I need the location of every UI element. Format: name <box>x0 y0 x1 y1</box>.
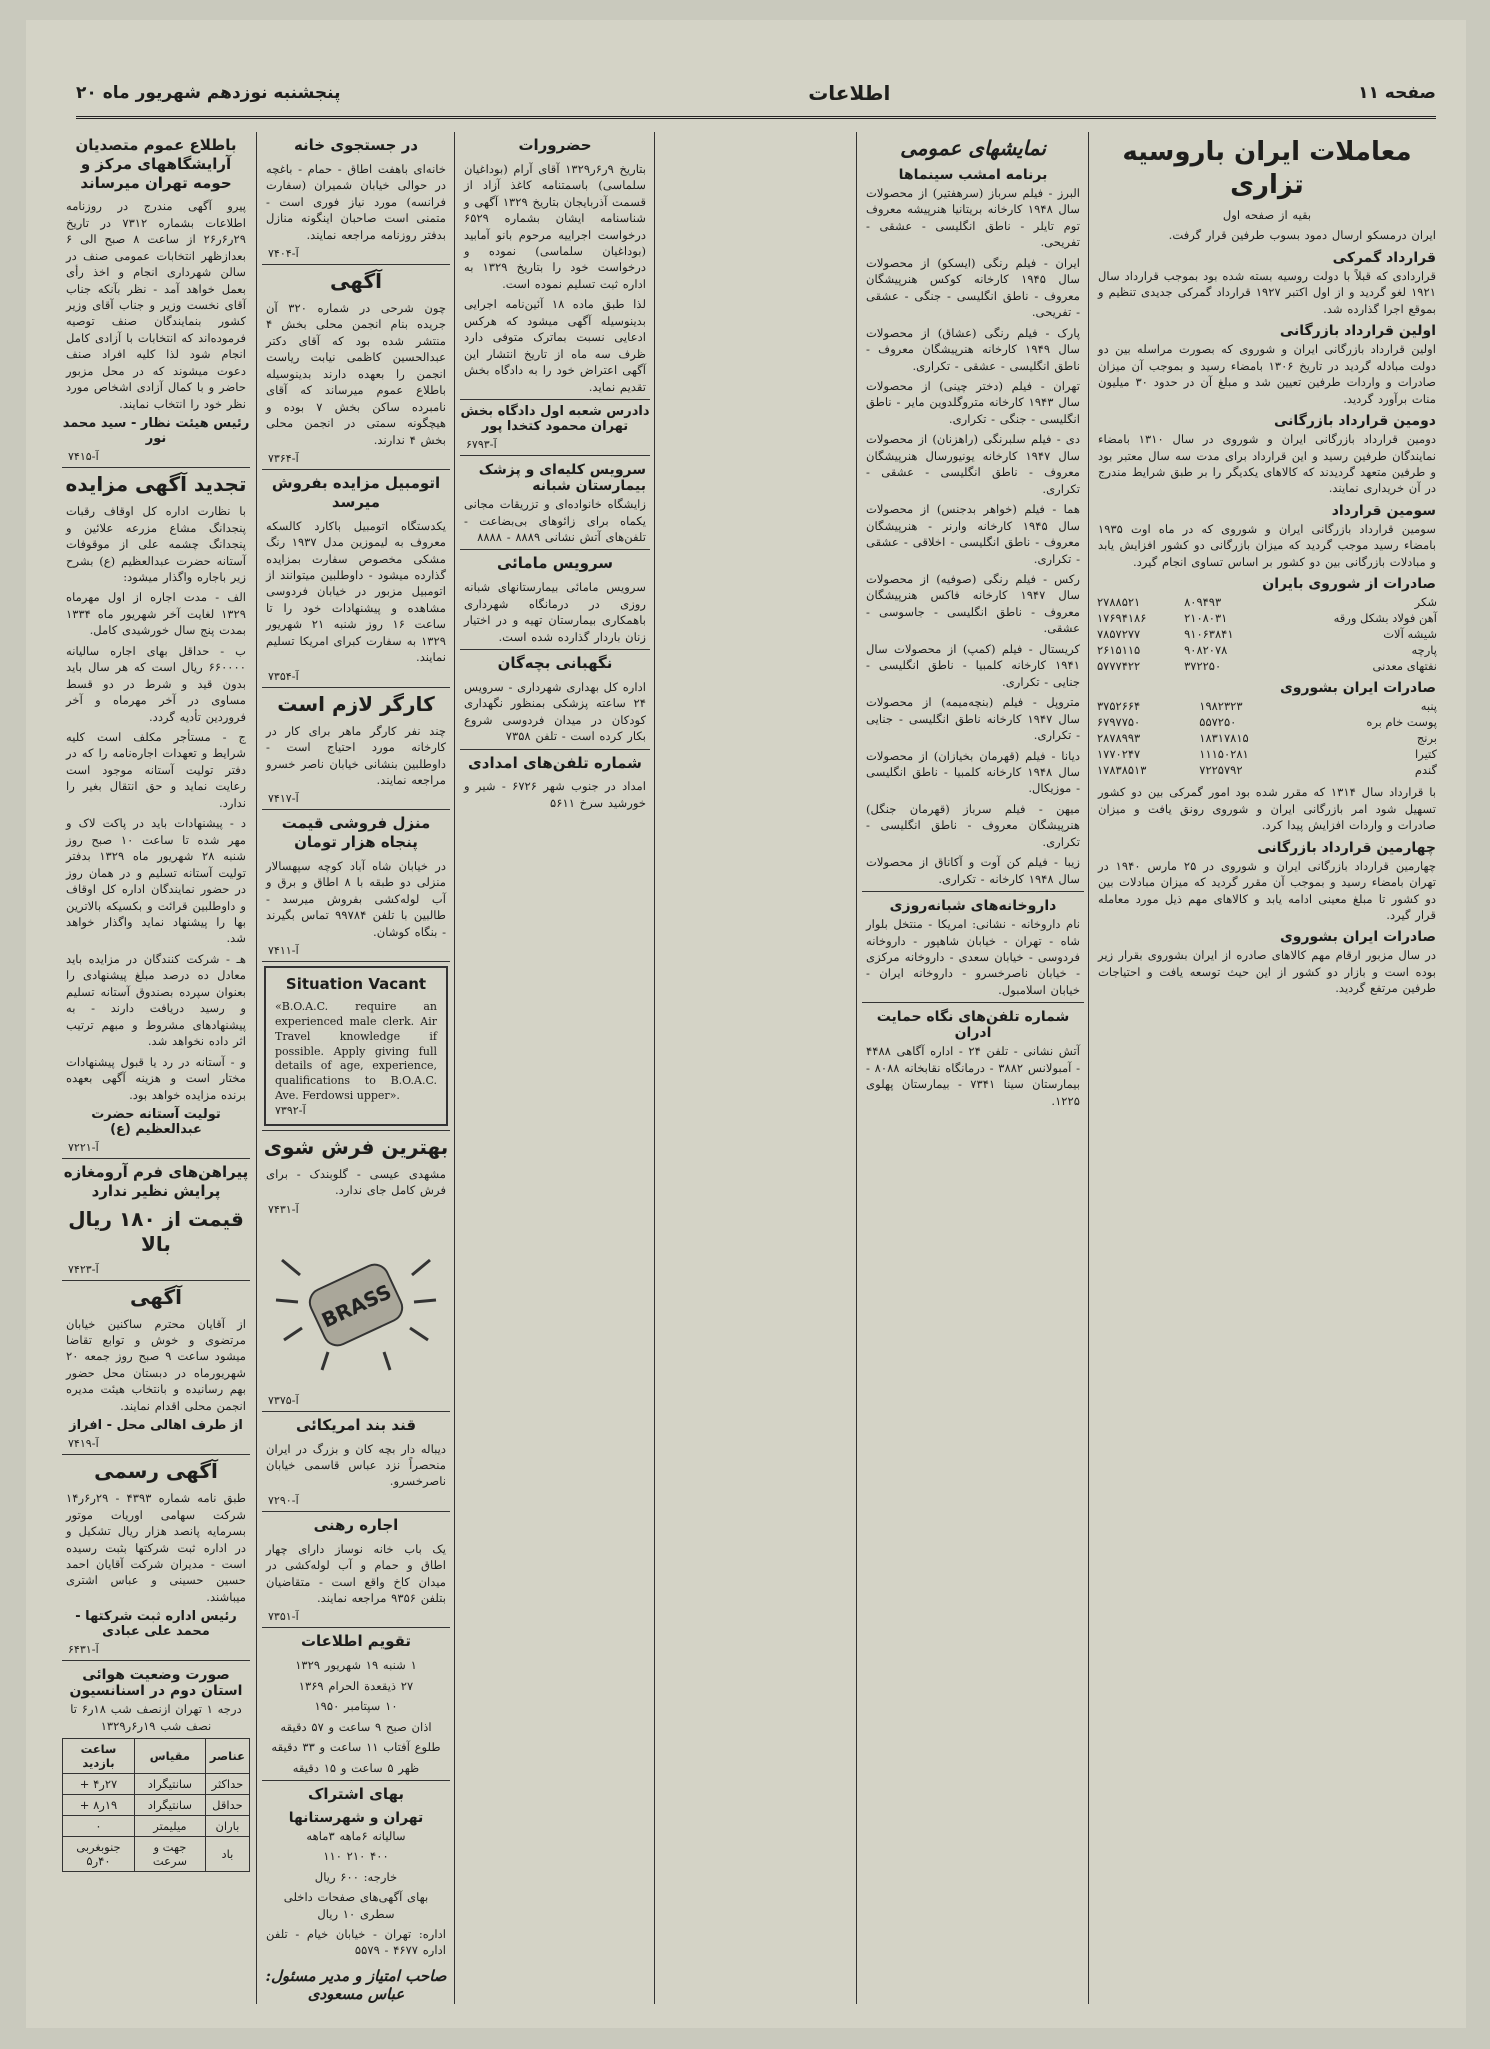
ad-code: آ-۷۲۲۱ <box>68 1141 99 1154</box>
section-heading: صادرات ایران بشوروی <box>1279 680 1436 697</box>
calendar-line: ۱ شنبه ۱۹ شهریور ۱۳۲۹ <box>295 1658 417 1673</box>
paragraph: بتاریخ ۹ر۶ر۱۳۲۹ آقای آرام (بوداغیان سلماسی) باسمتنامه کاغذ آزاد از قسمت آذربایجان بتاریخ ۱۳۲۹ آگهی و شناسنامه ایشان بشماره ۶۵۲۹ درخواست اجراییه مرحوم بانو آمابید (بوداغیان سلماسی) نموده و درخواست خود را بتاریخ ۱۳۲۹ به اداره ثبت تسلیم نموده است. <box>464 161 646 291</box>
item-qty: ۵۵۷۲۵۰ <box>1199 715 1237 730</box>
paragraph: و - آستانه در رد یا قبول پیشنهادات مختار است و هزینه آگهی بعهده برنده مزایده خواهد بود. <box>66 1054 246 1102</box>
section-title: نمایشهای عمومی <box>900 136 1046 160</box>
table-row <box>1094 698 1440 714</box>
ad-code: آ-۷۳۷۵ <box>268 1393 299 1407</box>
paragraph: سرویس مامائی بیمارستانهای شبانه روزی در درمانگاه شهرداری باهمکاری بیمارستان تهیه و در اختیار زنان باردار گذارده شده است. <box>464 580 646 644</box>
pharmacy-list: نام داروخانه - نشانی: امریکا - منتخل بلوار شاه - تهران - خیابان شاهپور - داروخانه فردوسی - خیابان سعدی - داروخانه مرکزی - خیابان ناصرخسرو - داروخانه ایران - خیابان اسلامبول. <box>866 917 1080 997</box>
column-divider <box>1088 132 1089 2004</box>
table-cell: میلیمتر <box>134 1816 205 1837</box>
item-qty: ۳۷۲۲۵۰ <box>1184 659 1222 674</box>
exports-table <box>1094 594 1440 674</box>
subscription-line: سالیانه ۶ماهه ۳ماهه <box>306 1828 406 1843</box>
table-cell: ۲۷ر۴ + <box>63 1774 135 1795</box>
table-cell: سانتیگراد <box>134 1774 205 1795</box>
divider <box>460 649 650 650</box>
divider <box>262 1627 450 1628</box>
brass-illustration-icon <box>262 1220 450 1390</box>
paragraph: امداد در جنوب شهر ۶۷۲۶ - شیر و خورشید سرخ ۵۶۱۱ <box>464 779 646 810</box>
item-name: نفتهای معدنی <box>1372 659 1437 674</box>
table-row <box>1094 642 1440 658</box>
section-heading: صادرات ایران بشوروی <box>1279 929 1436 946</box>
cinema-listing: میهن - فیلم سرباز (قهرمان جنگل) هنرپیشگان معروف - ناطق انگلیسی - تکراری. <box>866 801 1080 849</box>
signature: از طرف اهالی محل - افراز <box>69 1418 243 1434</box>
paragraph: اولین قرارداد بازرگانی ایران و شوروی که بصورت مراسله بین دو دولت مبادله گردید در تاریخ ۱۳۰۶ بامضاء رسید و بموجب آن میزان صادرات و واردات طرفین تعیین شد و مبلغ آن در حدود ۳۰ میلیون منات برآورد گردید. <box>1098 342 1436 406</box>
calendar-line: ۱۰ سپتامبر ۱۹۵۰ <box>314 1699 398 1714</box>
paragraph: چند نفر کارگر ماهر برای کار در کارخانه مورد احتیاج است - داوطلبین بنشانی خیابان ناصر خسرو مراجعه نمایند. <box>266 723 446 788</box>
ad-title: اتومبیل مزایده بفروش میرسد <box>271 474 441 511</box>
section-heading: صادرات از شوروی بایران <box>1262 576 1436 593</box>
table-cell: سانتیگراد <box>134 1795 205 1816</box>
ad-image-label: BRASS <box>317 1279 396 1333</box>
item-qty: ۱۱۱۵۰۲۸۱ <box>1199 747 1249 762</box>
section-heading: نگهبانی بچه‌گان <box>497 654 613 673</box>
column-divider <box>654 132 655 2004</box>
weather-table <box>62 1738 250 1872</box>
cinema-listing: ایران - فیلم رنگی (ایسکو) از محصولات سال ۱۹۴۵ کارخانه کوکس هنرپیشگان معروف - ناطق انگلیسی - جنگی - عشقی - تفریحی. <box>866 255 1081 320</box>
item-name: گندم <box>1414 763 1437 778</box>
table-cell: حداکثر <box>205 1774 249 1795</box>
ad-title: حضرورات <box>518 136 592 154</box>
divider <box>862 891 1084 892</box>
item-qty: ۷۲۲۵۷۹۲ <box>1199 763 1243 778</box>
newspaper-page <box>26 20 1466 2028</box>
cinema-listing: البرز - فیلم سرباز (سرهفتیر) از محصولات سال ۱۹۴۸ کارخانه بریتانیا هنرپیشه معروف توم تایلر - ناطق انگلیسی - عشقی - تفریحی. <box>866 186 1080 250</box>
section-heading: اولین قرارداد بازرگانی <box>1279 323 1436 340</box>
cinema-listing: رکس - فیلم رنگی (صوفیه) از محصولات سال ۱۹۴۷ کارخانه فاکس هنرپیشگان معروف - ناطق انگلیسی - جاسوسی - عشقی. <box>866 571 1080 636</box>
table-row <box>63 1774 250 1795</box>
section-heading: شماره تلفن‌های نگاه حمایت ادران <box>876 1009 1070 1042</box>
paragraph: با نظارت اداره کل اوقاف رقبات پنجدانگ مشاع مزرعه علائین و پنجدانگ چشمه علی از موقوفات آستانه حضرت عبدالعظیم (ع) بشرح زیر باجاره واگذار میشود: <box>66 504 246 584</box>
section-heading: شماره تلفن‌های امدادی <box>468 753 642 772</box>
item-name: کتیرا <box>1415 747 1437 762</box>
paragraph: طبق نامه شماره ۴۳۹۳ - ۲۹ر۶ر۱۴ شرکت سهامی اوریات موتور بسرمایه پانصد هزار ریال تشکیل و در اداره ثبت شرکتها بثبت رسیده است - مدیران شرکت آقایان احمد حسین حسینی و عباس اشتری میباشند. <box>66 1491 246 1604</box>
divider <box>62 467 250 468</box>
issue-date: پنجشنبه نوزدهم شهریور ماه ۲۰ <box>76 83 341 103</box>
table-cell: جهت و سرعت <box>134 1837 205 1872</box>
divider <box>460 549 650 550</box>
divider <box>262 1780 450 1781</box>
item-name: پنبه <box>1420 699 1437 714</box>
table-cell: باران <box>205 1816 249 1837</box>
table-row <box>1094 746 1440 762</box>
paragraph: ب - حداقل بهای اجاره سالیانه ۶۶۰۰۰۰ ریال است که هر سال باید بدون قید و شرط در دو قسط مساوی در آخر مهرماه و آخر فروردین تأدیه گردد. <box>66 643 246 724</box>
item-qty: ۱۹۸۲۳۲۳ <box>1199 699 1243 714</box>
table-cell: جنوبغربی ۴۰ر۵ <box>63 1837 135 1872</box>
paragraph: د - پیشنهادات باید در پاکت لاک و مهر شده تا ساعت ۱۰ صبح روز شنبه ۲۸ شهریور ماه ۱۳۲۹ بدفتر تولیت آستانه تسلیم و در همان روز در حضور نمایندگان اداره کل اوقاف و داوطلبین قرائت و بکسیکه بالاترین بها را پیشنهاد نماید واگذار خواهد شد. <box>66 816 247 946</box>
table-cell: ۱۹ر۸ + <box>63 1795 135 1816</box>
court-signature: دادرس شعبه اول دادگاه بخش تهران محمود کتخدا پور <box>460 404 650 435</box>
column-notices <box>62 132 250 2004</box>
item-value: ۱۷۷۰۲۴۷ <box>1097 747 1141 762</box>
subscription-line: ۴۰۰ ۲۱۰ ۱۱۰ <box>323 1849 389 1864</box>
calendar-title: تقویم اطلاعات <box>300 1632 412 1651</box>
column-trade-article <box>1094 132 1440 2004</box>
divider <box>262 1511 450 1512</box>
ad-price: قیمت از ۱۸۰ ریال بالا <box>68 1206 244 1256</box>
paragraph: یک باب خانه نوساز دارای چهار اطاق و حمام و آب لوله‌کشی در میدان کاخ واقع است - متقاضیان بتلفن ۹۳۵۶ مراجعه نمایند. <box>266 1541 446 1606</box>
ad-code: آ-۷۴۱۱ <box>268 944 299 958</box>
ad-code: آ-۷۴۱۷ <box>268 792 299 806</box>
paragraph: با قرارداد سال ۱۳۱۴ که مقرر شده بود امور گمرکی بین دو کشور تسهیل شود امر بازرگانی ایران و شوروی رونق یافت و میزان صادرات و واردات افزایش پیدا کرد. <box>1098 785 1437 833</box>
divider <box>262 961 450 962</box>
article-subtitle: بقیه از صفحه اول <box>1222 208 1312 222</box>
ad-code: آ-۷۴۳۱ <box>268 1202 299 1216</box>
section-heading: سرویس مامائی <box>496 554 614 573</box>
paragraph: چهارمین قرارداد بازرگانی ایران و شوروی در ۲۵ مارس ۱۹۴۰ در تهران بامضاء رسید و بموجب آن مقرر گردید که میزان مبادلات بین دو کشور تا مبلغ معینی ادامه یابد و کالاهای مهم ذیل مورد معامله قرار گیرد. <box>1098 858 1436 922</box>
calendar-line: ۲۷ ذیقعدة الحرام ۱۳۶۹ <box>298 1678 414 1693</box>
subscription-line: خارجه: ۶۰۰ ریال <box>314 1869 398 1884</box>
paper-name: اطلاعات <box>808 81 891 105</box>
ad-title: اجاره رهنی <box>313 1515 399 1534</box>
page-header <box>76 70 1436 119</box>
paragraph: پیرو آگهی مندرج در روزنامه اطلاعات بشماره ۷۳۱۲ در تاریخ ۲۹ر۶ر۲۶ از ساعت ۸ صبح الی ۶ بعدازظهر انتخابات عمومی صنف در سالن شهرداری انجام و اخذ رأی بعمل خواهد آمد - نظر بآنکه جناب آقای نخست وزیر و جناب آقای وزیر کشور بنمایندگان صنف توصیه فرموده‌اند که انتخابات با آزادی کامل انجام شود لذا کلیه افراد صنف دعوت میشوند که در محل مزبور حاضر و با کمال آزادی اشخاص مورد نظر خود را انتخاب نمایند. <box>66 199 246 411</box>
table-row <box>63 1837 250 1872</box>
paragraph: سومین قرارداد بازرگانی ایران و شوروی که در ماه اوت ۱۹۳۵ بامضاء رسید موجب گردید که میزان بازرگانی دو کشور افزایش یابد و مبادلات بازرگانی بین دو کشور بر اساس تساوی انجام گیرد. <box>1098 521 1436 569</box>
table-header-row <box>63 1739 250 1774</box>
notice-title: باطلاع عموم متصدیان آرایشگاههای مرکز و حومه تهران میرساند <box>75 136 237 192</box>
paragraph: لذا طبق ماده ۱۸ آئین‌نامه اجرایی بدینوسیله آگهی میشود که هرکس ادعایی نسبت بماترک متوفی دارد ظرف سه ماه از تاریخ انتشار این آگهی اعتراض خود را به دادگاه بخش تقدیم نماید. <box>464 297 646 394</box>
ad-title: قند بند امریکائی <box>295 1415 417 1434</box>
divider <box>262 687 450 688</box>
item-value: ۷۸۵۷۲۷۷ <box>1097 627 1141 642</box>
divider <box>262 809 450 810</box>
item-value: ۲۷۸۸۵۲۱ <box>1097 595 1141 610</box>
brass-ad-image <box>262 1220 450 1390</box>
item-qty: ۱۸۳۱۷۸۱۵ <box>1199 731 1249 746</box>
item-value: ۵۷۷۷۴۲۲ <box>1097 659 1141 674</box>
item-qty: ۸۰۹۴۹۳ <box>1184 595 1222 610</box>
item-name: پارچه <box>1411 643 1437 658</box>
weather-subtitle: درجه ۱ تهران ازنصف شب ۱۸ر۶ تا نصف شب ۱۹ر۶ر۱۳۲۹ <box>70 1702 242 1733</box>
paragraph: دیباله دار بچه کان و بزرگ در ایران منحصراً نزد عباس قاسمی خیابان ناصرخسرو. <box>266 1441 446 1489</box>
ad-title: Situation Vacant <box>285 975 427 994</box>
divider <box>460 749 650 750</box>
notice-title: آگهی <box>130 1284 182 1309</box>
ad-code: آ-۷۳۵۴ <box>268 669 299 683</box>
ad-title: منزل فروشی قیمت پنجاه هزار تومان <box>281 814 431 852</box>
divider <box>460 399 650 400</box>
imports-table <box>1094 698 1440 778</box>
table-cell: ۰ <box>63 1816 135 1837</box>
paragraph: یکدستگاه اتومبیل باکارد کالسکه معروف به لیموزین مدل ۱۹۳۷ رنگ مشکی مخصوص سفارت بمزایده گذارده میشود - داوطلبین میتوانند از اتومبیل مزبور در خیابان فردوسی مشاهده و پیشنهادات خود را تا ساعت ۱۶ روز شنبه ۲۱ شهریور ۱۳۲۹ به سفارت کبرای امریکا تسلیم نمایند. <box>266 518 447 665</box>
paragraph: قراردادی که قبلاً با دولت روسیه بسته شده بود بموجب قرارداد سال ۱۹۲۱ لغو گردید و از اول اکتبر ۱۹۲۷ قرارداد گمرکی جدیدی تنظیم و بموقع اجرا گذارده شد. <box>1098 268 1436 316</box>
item-name: شکر <box>1414 595 1437 610</box>
divider <box>62 1454 250 1455</box>
subscription-title: بهای اشتراک <box>308 1784 404 1803</box>
table-row <box>63 1816 250 1837</box>
section-heading: داروخانه‌های شبانه‌روزی <box>889 898 1057 915</box>
table-row <box>1094 594 1440 610</box>
table-row <box>1094 626 1440 642</box>
paragraph: ج - مستأجر مکلف است کلیه شرایط و تعهدات اجاره‌نامه را که در دفتر تولیت آستانه موجود است رعایت نماید و حق انتقال بغیر را ندارد. <box>66 730 246 810</box>
divider <box>862 1002 1084 1003</box>
ad-code: آ-۷۴۱۵ <box>68 450 99 464</box>
table-row <box>1094 762 1440 778</box>
ad-code: آ-۷۲۹۰ <box>268 1493 299 1507</box>
cinema-listing: دیانا - فیلم (قهرمان بخیازان) از محصولات سال ۱۹۴۸ کارخانه کلمبیا - ناطق انگلیسی - موزیکال. <box>866 748 1080 796</box>
item-name: شیشه آلات <box>1383 627 1437 642</box>
ad-text: «B.O.A.C. require an experienced male clerk. Air Travel knowledge if possible. Apply giving full details of age, experience, qualifications to B.O.A.C. Ave. Ferdowsi upper». <box>275 1000 437 1103</box>
weather-title: صورت وضعیت هوائی استان دوم در اسنانسیون <box>69 1667 243 1700</box>
column-header: ساعت بازدید <box>63 1739 135 1774</box>
item-value: ۲۶۱۵۱۱۵ <box>1097 643 1141 658</box>
paragraph: هـ - شرکت کنندگان در مزایده باید معادل ده درصد مبلغ پیشنهادی را بعنوان سپرده بصندوق آستانه تسلیم و رسید دریافت دارند - به پیشنهادهای مشروط و مبهم ترتیب اثر داده نخواهد شد. <box>66 951 246 1049</box>
paragraph: از آقایان محترم ساکنین خیابان مرتضوی و خوش و توابع تقاضا میشود ساعت ۹ صبح روز جمعه ۲۰ شهریورماه در دبستان محل حضور بهم رسانیده و بانتخاب هیئت مدیره انجمن محلی اقدام نمایند. <box>66 1316 246 1413</box>
section-heading: قرارداد گمرکی <box>1332 249 1436 266</box>
paragraph: خانه‌ای باهفت اطاق - حمام - باغچه در حوالی خیابان شمیران (سفارت فرانسه) مورد نیاز فوری است - متمنی است صاحبان اینگونه منازل بدفتر روزنامه مراجعه نمایند. <box>266 161 446 242</box>
item-name: پوست خام بره <box>1366 715 1437 730</box>
cinema-listing: زیبا - فیلم کن آوت و آکاناق از محصولات سال ۱۹۴۸ کارخانه - تکراری. <box>866 855 1080 886</box>
column-shows <box>862 132 1084 2004</box>
cinema-listing: دی - فیلم سلبرنگی (راهزنان) از محصولات سال ۱۹۴۷ کارخانه یونیورسال هنرپیشگان معروف - ناطق انگلیسی - عشقی - تکراری. <box>866 432 1081 496</box>
ad-code: آ-۷۴۲۳ <box>68 1262 99 1276</box>
column-divider <box>256 132 257 2004</box>
ad-code: آ-۷۴۱۹ <box>68 1437 99 1451</box>
calendar-line: اذان صبح ۹ ساعت و ۵۷ دقیقه <box>280 1719 432 1734</box>
paragraph: چون شرحی در شماره ۳۲۰ آن جریده بنام انجمن محلی بخش ۴ منتشر شده بود که آقای دکتر عبدالحسین کاظمی نیابت ریاست انجمن را بعهده دارند بدینوسیله باطلاع عموم میرساند که آقای نامبرده ساکن بخش ۷ بوده و هیچگونه سمتی در انجمن محلی بخش ۴ ندارند. <box>266 301 446 447</box>
ad-code: آ-۶۴۳۱ <box>68 1643 99 1657</box>
ad-code: آ-۷۴۰۴ <box>268 247 299 261</box>
divider <box>262 1411 450 1412</box>
ad-title: آگهی <box>330 269 382 294</box>
table-cell: باد <box>205 1837 249 1872</box>
subscription-line: بهای آگهی‌های صفحات داخلی سطری ۱۰ ریال <box>283 1890 429 1921</box>
column-divider <box>454 132 455 2004</box>
signature: تولیت آستانه حضرت عبدالعظیم (ع) <box>91 1107 221 1137</box>
ad-code: آ-۷۳۵۱ <box>268 1610 299 1624</box>
office-info: اداره: تهران - خیابان خیام - تلفن اداره ۴۶۷۷ - ۵۵۷۹ <box>266 1926 446 1958</box>
ad-title: بهترین فرش شوی <box>263 1134 449 1159</box>
item-qty: ۹۱۰۶۳۸۴۱ <box>1184 627 1234 642</box>
item-qty: ۲۱۰۸۰۳۱ <box>1184 611 1228 626</box>
table-row <box>1094 610 1440 626</box>
divider <box>262 469 450 470</box>
article-title: معاملات ایران باروسیه تزاری <box>1122 137 1412 200</box>
item-value: ۱۷۸۳۸۵۱۳ <box>1097 763 1147 778</box>
phone-list: آتش نشانی - تلفن ۲۴ - اداره آگاهی ۴۴۸۸ - آمبولانس ۳۸۸۲ - درمانگاه نقابخانه ۸۰۸۸ - بیمارستان سینا ۷۳۴۱ - بیمارستان پهلوی ۱۲۲۵. <box>866 1044 1081 1108</box>
table-row <box>1094 714 1440 730</box>
section-heading: دومین قرارداد بازرگانی <box>1274 413 1436 430</box>
table-row <box>1094 658 1440 674</box>
item-value: ۶۷۹۷۷۵۰ <box>1097 715 1141 730</box>
item-value: ۳۷۵۲۶۶۴ <box>1097 699 1141 714</box>
subscription-subtitle: تهران و شهرستانها <box>288 1809 424 1826</box>
paragraph: زایشگاه خانواده‌ای و تزریقات مجانی یکماه برای زائوهای بی‌بضاعت - تلفن‌های آتش نشانی ۸۸۸۹ - ۸۸۸۸ <box>464 497 646 544</box>
page-number: صفحه ۱۱ <box>1358 83 1436 103</box>
notice-title: تجدید آگهی مزایده <box>65 472 247 497</box>
paragraph: ایران درمسکو ارسال دمود بسوب طرفین قرار گرفت. <box>1168 228 1436 243</box>
calendar-line: طلوع آفتاب ۱۱ ساعت و ۳۳ دقیقه <box>271 1740 441 1755</box>
divider <box>62 1158 250 1159</box>
paragraph: مشهدی عیسی - گلوبندک - برای فرش کامل جای ندارد. <box>266 1166 446 1198</box>
notice-title: آگهی رسمی <box>94 1459 218 1484</box>
ad-code: آ-۷۳۶۴ <box>268 452 299 466</box>
ad-title: پیراهن‌های فرم آرومغازه پرایش نظیر ندارد <box>63 1163 249 1200</box>
paragraph: در خیابان شاه آباد کوچه سپهسالار منزلی دو طبقه با ۸ اطاق و برق و آب لوله‌کشی بفروش میرسد - طالبین با تلفن ۹۹۷۸۴ تماس بگیرند - بنگاه کوشان. <box>266 858 447 939</box>
cinema-listing: متروپل - فیلم (بنچه‌میمه) از محصولات سال ۱۹۴۷ کارخانه ناطق انگلیسی - جنایی - تکراری. <box>866 695 1081 743</box>
editor-stamp: صاحب امتیاز و مدیر مسئول: عباس مسعودی <box>265 1966 447 2003</box>
item-name: برنج <box>1416 731 1437 746</box>
divider <box>62 1660 250 1661</box>
section-heading: برنامه امشب سینماها <box>898 167 1048 183</box>
calendar-line: ظهر ۵ ساعت و ۱۵ دقیقه <box>292 1760 420 1775</box>
signature: رئیس هیئت نظار - سید محمد نور <box>62 416 250 447</box>
column-divider <box>856 132 857 2004</box>
paragraph: الف - مدت اجاره از اول مهرماه ۱۳۲۹ لغایت آخر شهریور ماه ۱۳۳۴ بمدت پنج سال خورشیدی کامل. <box>66 590 246 638</box>
item-name: آهن فولاد بشکل ورقه <box>1333 611 1437 626</box>
ad-title: کارگر لازم است <box>277 691 435 716</box>
column-header: عناصر <box>205 1739 249 1774</box>
cinema-listing: کریستال - فیلم (کمپ) از محصولات سال ۱۹۴۱ کارخانه کلمبیا - ناطق انگلیسی - جنایی - تکراری. <box>866 641 1080 689</box>
cinema-listing: هما - فیلم (خواهر بدجنس) از محصولات سال ۱۹۴۵ کارخانه وارنر - هنرپیشگان معروف - ناطق انگلیسی - اخلاقی - عشقی - تکراری. <box>866 502 1080 566</box>
paragraph: دومین قرارداد بازرگانی ایران و شوروی در سال ۱۳۱۰ بامضاء نمایندگان طرفین رسید و این قرارداد برای مدت سه سال معتبر بود و طرفین متعهد گردیدند که کالاهای یکدیگر را بر طبق شرایط مندرج در آن خریداری نمایند. <box>1098 432 1436 496</box>
ad-code: آ-۶۷۹۳ <box>466 438 497 452</box>
cinema-listing: پارک - فیلم رنگی (عشاق) از محصولات سال ۱۹۴۹ کارخانه هنرپیشگان معروف - ناطق انگلیسی - عشقی - تکراری. <box>866 325 1081 373</box>
column-ads-main <box>262 132 450 2004</box>
column-ads-left <box>460 132 650 2004</box>
cinema-listing: تهران - فیلم (دختر چینی) از محصولات سال ۱۹۴۳ کارخانه متروگلدوین مایر - ناطق انگلیسی - جنگی - تکراری. <box>866 378 1080 426</box>
ad-title: در جستجوی خانه <box>293 136 419 154</box>
item-qty: ۹۰۸۲۰۷۸ <box>1184 643 1228 658</box>
divider <box>262 1130 450 1131</box>
situation-vacant-ad <box>264 966 448 1126</box>
item-value: ۲۸۷۸۹۹۳ <box>1097 731 1141 746</box>
divider <box>460 455 650 456</box>
section-heading: چهارمین قرارداد بازرگانی <box>1257 839 1436 856</box>
divider <box>262 264 450 265</box>
table-cell: حداقل <box>205 1795 249 1816</box>
section-heading: سومین قرارداد <box>1331 502 1436 519</box>
table-row <box>1094 730 1440 746</box>
column-header: مقیاس <box>134 1739 205 1774</box>
table-row <box>63 1795 250 1816</box>
item-value: ۱۷۶۹۴۱۸۶ <box>1097 611 1147 626</box>
signature: رئیس اداره ثبت شرکتها - محمد علی عبادی <box>75 1609 237 1640</box>
section-heading: سرویس کلیه‌ای و پزشک بیمارستان شبانه <box>478 462 646 495</box>
paragraph: در سال مزبور ارقام مهم کالاهای صادره از ایران بشوروی بقرار زیر بوده است و بازار دو کشور از این حیث توسعه یافت و احتیاجات طرفین مرتفع گردید. <box>1098 948 1436 996</box>
ad-code: آ-۷۳۹۲ <box>275 1103 306 1117</box>
paragraph: اداره کل بهداری شهرداری - سرویس ۲۴ ساعته پزشکی بمنظور نگهداری کودکان در میدان فردوسی شروع بکار کرده است - تلفن ۷۳۵۸ <box>464 679 646 744</box>
divider <box>62 1280 250 1281</box>
